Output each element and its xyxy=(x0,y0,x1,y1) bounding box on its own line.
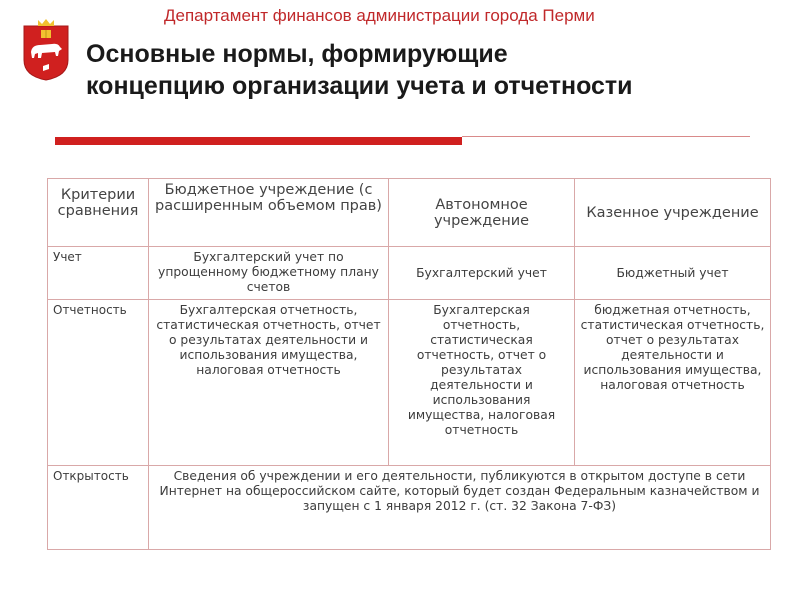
cell-reporting-treasury: бюджетная отчетность, статистическая отчетность, отчет о результатах деятельности и использования имущества, налоговая отчетность xyxy=(575,300,771,466)
header-criteria: Критерии сравнения xyxy=(48,179,149,247)
header-treasury-institution: Казенное учреждение xyxy=(575,179,771,247)
cell-reporting-budget: Бухгалтерская отчетность, статистическая отчетность, отчет о результатах деятельности и использования имущества, налоговая отчетность xyxy=(149,300,389,466)
header-autonomous-institution: Автономное учреждение xyxy=(389,179,575,247)
perm-coat-of-arms-icon xyxy=(22,16,70,82)
cell-accounting-treasury: Бюджетный учет xyxy=(575,247,771,300)
title-underline-thin xyxy=(462,136,750,137)
table-row xyxy=(48,466,771,550)
title-underline-thick xyxy=(55,137,462,145)
table-header-row xyxy=(48,179,771,247)
table-row xyxy=(48,300,771,466)
row-label-accounting: Учет xyxy=(48,247,149,300)
table-row xyxy=(48,247,771,300)
cell-reporting-autonomous: Бухгалтерская отчетность, статистическая отчетность, отчет о результатах деятельности и использования имущества, налоговая отчетность xyxy=(389,300,575,466)
cell-accounting-autonomous: Бухгалтерский учет xyxy=(389,247,575,300)
header-budget-institution: Бюджетное учреждение (с расширенным объемом прав) xyxy=(149,179,389,247)
row-label-openness: Открытость xyxy=(48,466,149,550)
row-label-reporting: Отчетность xyxy=(48,300,149,466)
organization-name: Департамент финансов администрации города Перми xyxy=(164,6,595,25)
slide-title: Основные нормы, формирующие концепцию организации учета и отчетности xyxy=(86,40,633,100)
comparison-table xyxy=(47,178,771,550)
cell-accounting-budget: Бухгалтерский учет по упрощенному бюджетному плану счетов xyxy=(149,247,389,300)
cell-openness-text: Сведения об учреждении и его деятельности, публикуются в открытом доступе в сети Интернет на общероссийском сайте, который будет создан Федеральным казначейством и запущен с 1 января 2012 г. (ст. 32 Закона 7-ФЗ) xyxy=(149,466,771,550)
